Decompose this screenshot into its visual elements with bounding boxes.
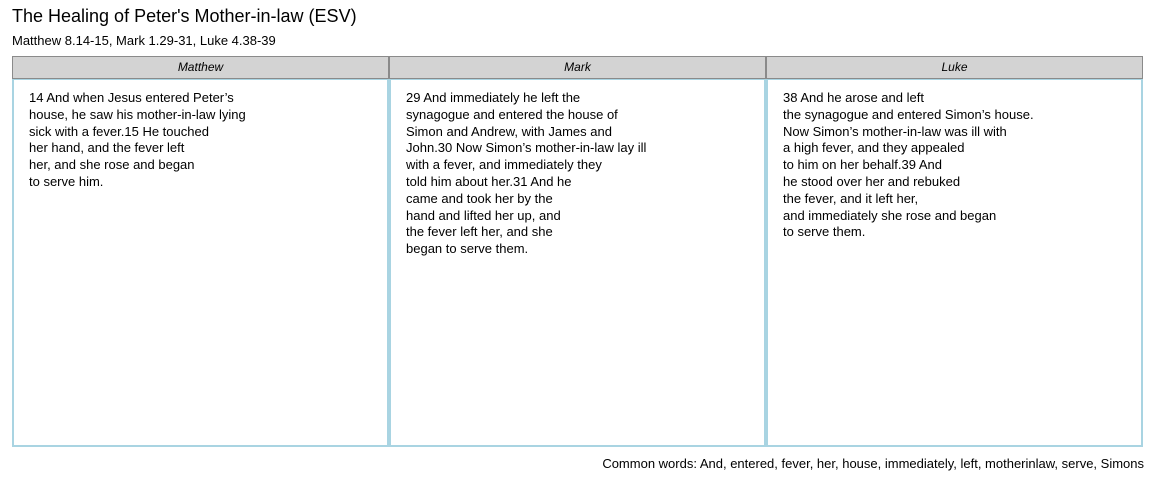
text-line: house, he saw his mother-in-law lying [29,106,246,122]
text-line: Now Simon’s mother-in-law was ill with [783,123,1007,139]
text-line: John.30 Now Simon’s mother-in-law lay ill [406,140,647,156]
text-line: began to serve them. [406,241,529,257]
text-line: to serve him. [29,173,104,189]
text-line: to serve them. [783,224,866,240]
column-mark [389,56,766,447]
text-line: and immediately she rose and began [783,207,997,223]
text-line: hand and lifted her up, and [406,207,561,223]
parallel-columns [12,56,1144,447]
common-words: Common words: And, entered, fever, her, house, immediately, left, motherinlaw, serve, Simons [602,456,1144,471]
text-line: the synagogue and entered Simon’s house. [783,106,1034,122]
page-title: The Healing of Peter's Mother-in-law (ESV) [12,6,357,26]
text-line: told him about her.31 And he [406,173,572,189]
column-header-mark: Mark [389,56,766,79]
column-matthew [12,56,389,447]
text-line: the fever left her, and she [406,224,553,240]
column-luke [766,56,1143,447]
passage-references: Matthew 8.14-15, Mark 1.29-31, Luke 4.38-39 [12,33,276,48]
text-line: with a fever, and immediately they [406,157,602,173]
text-line: her hand, and the fever left [29,140,185,156]
text-line: the fever, and it left her, [783,190,919,206]
text-line: 14 And when Jesus entered Peter’s [29,90,234,105]
text-line: Simon and Andrew, with James and [406,123,612,139]
text-line: sick with a fever.15 He touched [29,123,209,139]
column-text-luke [766,79,1143,447]
column-text-mark [389,79,766,447]
text-line: her, and she rose and began [29,157,195,173]
text-line: 38 And he arose and left [783,90,924,105]
text-line: he stood over her and rebuked [783,173,961,189]
column-text-matthew [12,79,389,447]
text-line: came and took her by the [406,190,553,206]
column-header-luke: Luke [766,56,1143,79]
text-line: 29 And immediately he left the [406,90,581,105]
column-header-matthew: Matthew [12,56,389,79]
text-line: to him on her behalf.39 And [783,157,943,173]
text-line: synagogue and entered the house of [406,106,618,122]
text-line: a high fever, and they appealed [783,140,965,156]
